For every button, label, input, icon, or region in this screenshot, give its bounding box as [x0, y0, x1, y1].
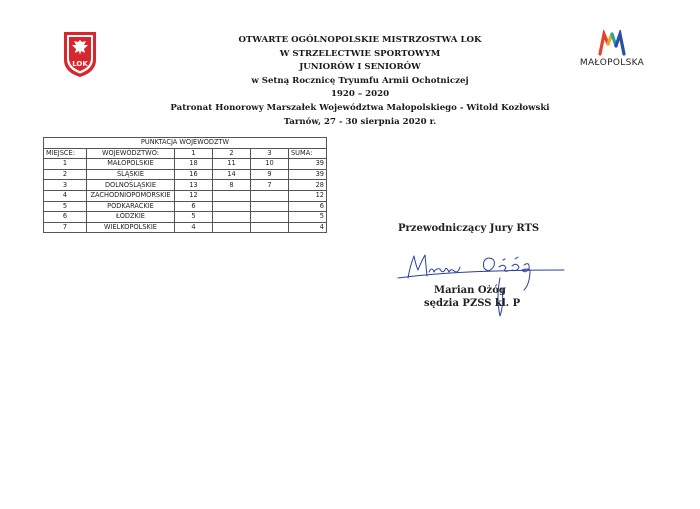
table-title: PUNKTACJA WOJEWÓDZTW	[44, 138, 327, 149]
table-header-row	[44, 148, 327, 159]
place-cell: 3	[44, 180, 87, 191]
score2-cell	[213, 222, 251, 233]
place-cell: 5	[44, 201, 87, 212]
score2-cell	[213, 212, 251, 223]
score1-cell: 13	[175, 180, 213, 191]
lok-logo-text: LOK	[72, 60, 88, 68]
score2-cell: 14	[213, 169, 251, 180]
table-row	[44, 169, 327, 180]
header-line-1: OTWARTE OGÓLNOPOLSKIE MISTRZOSTWA LOK	[238, 35, 482, 45]
sum-cell: 39	[289, 169, 327, 180]
header-wojewodztwo: WOJEWÓDZTWO:	[87, 148, 175, 159]
table-row	[44, 212, 327, 223]
place-cell: 1	[44, 159, 87, 170]
sum-cell: 28	[289, 180, 327, 191]
header-line-7: Tarnów, 27 - 30 sierpnia 2020 r.	[283, 116, 437, 127]
sum-cell: 39	[289, 159, 327, 170]
header-line-6: Patronat Honorowy Marszałek Województwa Małopolskiego - Witold Kozłowski	[170, 102, 550, 113]
header-2: 2	[213, 148, 251, 159]
table-row	[44, 180, 327, 191]
region-cell: PODKARACKIE	[87, 201, 175, 212]
table-title-row	[44, 138, 327, 149]
score3-cell	[251, 212, 289, 223]
region-cell: ZACHODNIOPOMORSKIE	[87, 190, 175, 201]
score1-cell: 6	[175, 201, 213, 212]
score3-cell: 10	[251, 159, 289, 170]
region-cell: DOLNOŚLĄSKIE	[87, 180, 175, 191]
score3-cell: 9	[251, 169, 289, 180]
score1-cell: 5	[175, 212, 213, 223]
sum-cell: 4	[289, 222, 327, 233]
header-line-2: W STRZELECTWIE SPORTOWYM	[279, 48, 441, 59]
score2-cell: 11	[213, 159, 251, 170]
lok-shield-icon	[62, 30, 98, 78]
score1-cell: 4	[175, 222, 213, 233]
header-miejsce: MIEJSCE:	[44, 148, 87, 159]
signer-name: Marian Ożóg	[434, 285, 506, 296]
malopolska-logo	[570, 30, 654, 70]
lok-logo	[62, 30, 98, 78]
score2-cell: 8	[213, 180, 251, 191]
header-3: 3	[251, 148, 289, 159]
score3-cell: 7	[251, 180, 289, 191]
table-row	[44, 190, 327, 201]
header-line-4: w Setną Rocznicę Tryumfu Armii Ochotniczej	[251, 75, 469, 86]
punktacja-table	[43, 137, 327, 233]
score2-cell	[213, 190, 251, 201]
score3-cell	[251, 190, 289, 201]
place-cell: 2	[44, 169, 87, 180]
sum-cell: 6	[289, 201, 327, 212]
sum-cell: 5	[289, 212, 327, 223]
malopolska-logo-text: MAŁOPOLSKA	[579, 58, 645, 68]
score3-cell	[251, 201, 289, 212]
place-cell: 4	[44, 190, 87, 201]
score2-cell	[213, 201, 251, 212]
sum-cell: 12	[289, 190, 327, 201]
region-cell: ŚLĄSKIE	[87, 169, 175, 180]
score1-cell: 18	[175, 159, 213, 170]
header-line-3: JUNIORÓW I SENIORÓW	[299, 62, 421, 73]
table-row	[44, 159, 327, 170]
region-cell: WIELKOPOLSKIE	[87, 222, 175, 233]
header-line-5: 1920 – 2020	[330, 89, 390, 100]
table-row	[44, 201, 327, 212]
region-cell: ŁÓDZKIE	[87, 212, 175, 223]
place-cell: 7	[44, 222, 87, 233]
document-header	[150, 34, 570, 129]
score1-cell: 16	[175, 169, 213, 180]
signer-role: sędzia PZSS kl. P	[424, 298, 521, 309]
place-cell: 6	[44, 212, 87, 223]
region-cell: MAŁOPOLSKIE	[87, 159, 175, 170]
score1-cell: 12	[175, 190, 213, 201]
header-1: 1	[175, 148, 213, 159]
header-suma: SUMA:	[289, 148, 327, 159]
table-row	[44, 222, 327, 233]
score3-cell	[251, 222, 289, 233]
malopolska-m-icon	[597, 30, 627, 56]
signer-title: Przewodniczący Jury RTS	[398, 223, 540, 234]
